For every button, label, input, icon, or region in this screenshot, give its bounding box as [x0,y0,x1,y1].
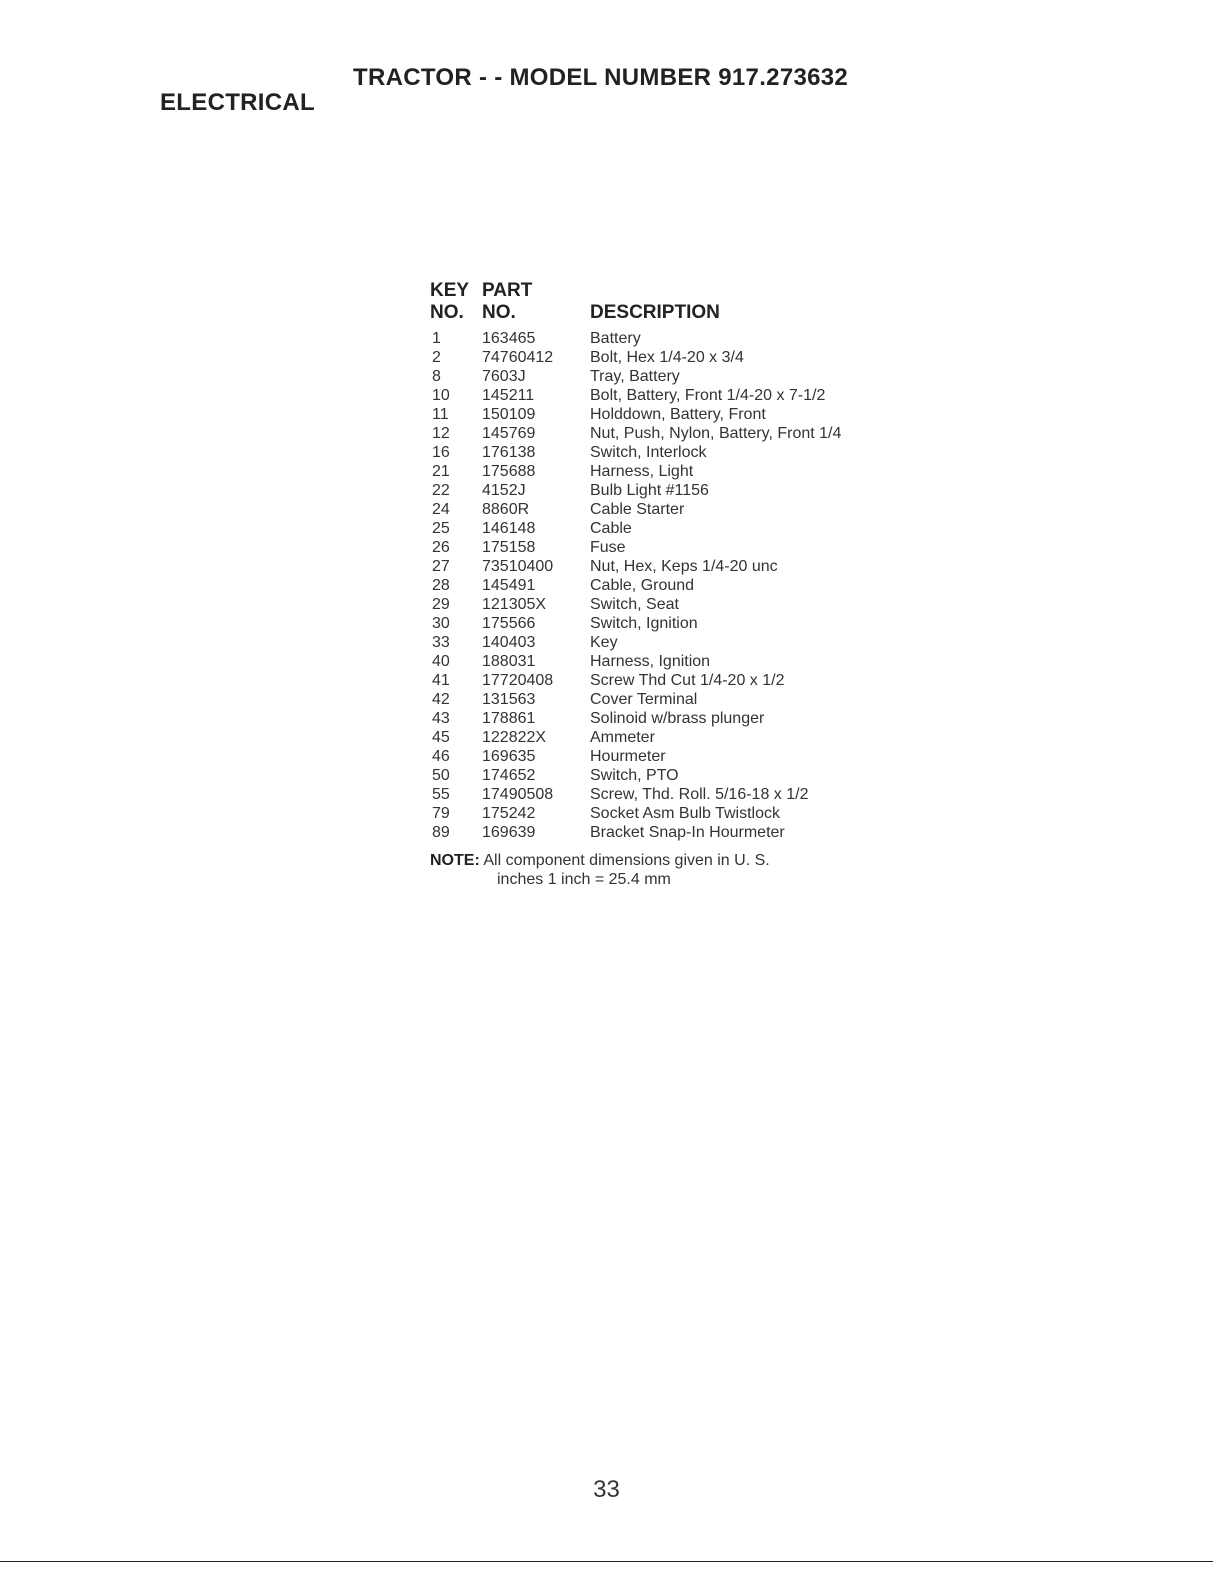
table-row [428,387,888,406]
table-row [428,539,888,558]
description-cell: Ammeter [590,729,655,746]
description-cell: Holddown, Battery, Front [590,406,766,423]
description-cell: Switch, PTO [590,767,679,784]
part-no-cell: 174652 [482,767,536,784]
description-cell: Nut, Push, Nylon, Battery, Front 1/4 [590,425,842,442]
table-row [428,330,888,349]
part-no-cell: 169639 [482,824,536,841]
part-no-cell: 175158 [482,539,536,556]
description-cell: Switch, Seat [590,596,679,613]
description-cell: Switch, Interlock [590,444,707,461]
table-row [428,463,888,482]
parts-list-rows [428,330,888,843]
page-number: 33 [593,1476,620,1503]
description-cell: Solinoid w/brass plunger [590,710,765,727]
table-row [428,596,888,615]
key-no-cell: 8 [432,368,441,385]
part-no-header-line1: PART [482,280,533,301]
part-no-cell: 175242 [482,805,536,822]
key-no-cell: 41 [432,672,450,689]
page-title: TRACTOR - - MODEL NUMBER 917.273632 [353,64,849,91]
part-no-cell: 73510400 [482,558,554,575]
description-cell: Harness, Light [590,463,694,480]
key-no-cell: 21 [432,463,450,480]
table-row [428,615,888,634]
part-no-cell: 145491 [482,577,536,594]
description-cell: Bracket Snap-In Hourmeter [590,824,785,841]
table-row [428,653,888,672]
part-no-cell: 17490508 [482,786,554,803]
description-cell: Bolt, Battery, Front 1/4-20 x 7-1/2 [590,387,826,404]
part-no-cell: 131563 [482,691,536,708]
key-no-cell: 25 [432,520,450,537]
table-row [428,577,888,596]
key-no-cell: 30 [432,615,450,632]
part-no-header-line2: NO. [482,302,516,323]
table-row [428,805,888,824]
part-no-cell: 145211 [482,387,535,404]
table-row [428,558,888,577]
part-no-cell: 146148 [482,520,536,537]
description-cell: Screw Thd Cut 1/4-20 x 1/2 [590,672,785,689]
key-no-cell: 40 [432,653,450,670]
table-row [428,634,888,653]
dimension-note [430,852,850,889]
note-text-line1: All component dimensions given in U. S. [483,852,770,869]
table-row [428,444,888,463]
table-row [428,691,888,710]
description-cell: Cable [590,520,632,537]
table-row [428,710,888,729]
key-no-cell: 29 [432,596,450,613]
description-cell: Fuse [590,539,626,556]
part-no-cell: 169635 [482,748,536,765]
description-cell: Hourmeter [590,748,666,765]
table-row [428,406,888,425]
key-no-cell: 79 [432,805,450,822]
table-row [428,520,888,539]
table-row [428,824,888,843]
part-no-cell: 4152J [482,482,526,499]
table-row [428,501,888,520]
description-cell: Cable, Ground [590,577,695,594]
note-label: NOTE: [430,852,480,869]
key-no-cell: 33 [432,634,450,651]
description-cell: Cable Starter [590,501,685,518]
description-cell: Nut, Hex, Keps 1/4-20 unc [590,558,778,575]
key-no-cell: 22 [432,482,450,499]
key-no-cell: 50 [432,767,450,784]
parts-list-header [428,280,888,328]
part-no-cell: 140403 [482,634,536,651]
key-no-header-line2: NO. [430,302,464,323]
table-row [428,767,888,786]
key-no-cell: 12 [432,425,450,442]
part-no-cell: 175688 [482,463,536,480]
table-row [428,349,888,368]
key-no-cell: 24 [432,501,450,518]
part-no-cell: 8860R [482,501,530,518]
table-row [428,729,888,748]
key-no-cell: 11 [432,406,449,423]
key-no-cell: 46 [432,748,450,765]
description-cell: Bolt, Hex 1/4-20 x 3/4 [590,349,744,366]
part-no-cell: 176138 [482,444,536,461]
part-no-cell: 17720408 [482,672,554,689]
key-no-cell: 26 [432,539,450,556]
key-no-cell: 27 [432,558,450,575]
description-cell: Harness, Ignition [590,653,711,670]
description-cell: Battery [590,330,641,347]
part-no-cell: 145769 [482,425,536,442]
key-no-cell: 10 [432,387,450,404]
part-no-cell: 178861 [482,710,536,727]
table-row [428,425,888,444]
part-no-cell: 175566 [482,615,536,632]
table-row [428,786,888,805]
description-header: DESCRIPTION [590,302,720,323]
table-row [428,748,888,767]
note-line1 [430,852,850,870]
description-cell: Socket Asm Bulb Twistlock [590,805,780,822]
key-no-cell: 45 [432,729,450,746]
key-no-cell: 16 [432,444,450,461]
table-row [428,482,888,501]
table-row [428,368,888,387]
description-cell: Switch, Ignition [590,615,698,632]
key-no-cell: 55 [432,786,450,803]
part-no-cell: 188031 [482,653,536,670]
description-cell: Screw, Thd. Roll. 5/16-18 x 1/2 [590,786,809,803]
key-no-cell: 2 [432,349,441,366]
part-no-cell: 163465 [482,330,536,347]
key-no-cell: 28 [432,577,450,594]
part-no-cell: 74760412 [482,349,554,366]
description-cell: Key [590,634,618,651]
description-cell: Cover Terminal [590,691,698,708]
part-no-cell: 7603J [482,368,526,385]
part-no-cell: 150109 [482,406,536,423]
key-no-cell: 1 [432,330,441,347]
key-no-cell: 42 [432,691,450,708]
note-text-line2: inches 1 inch = 25.4 mm [497,871,671,888]
description-cell: Bulb Light #1156 [590,482,709,499]
part-no-cell: 121305X [482,596,547,613]
parts-list [428,280,888,843]
key-no-cell: 43 [432,710,450,727]
part-no-cell: 122822X [482,729,547,746]
key-no-header-line1: KEY [430,280,470,301]
key-no-cell: 89 [432,824,450,841]
description-cell: Tray, Battery [590,368,680,385]
section-heading: ELECTRICAL [160,89,315,116]
bottom-rule [0,1561,1213,1562]
table-row [428,672,888,691]
